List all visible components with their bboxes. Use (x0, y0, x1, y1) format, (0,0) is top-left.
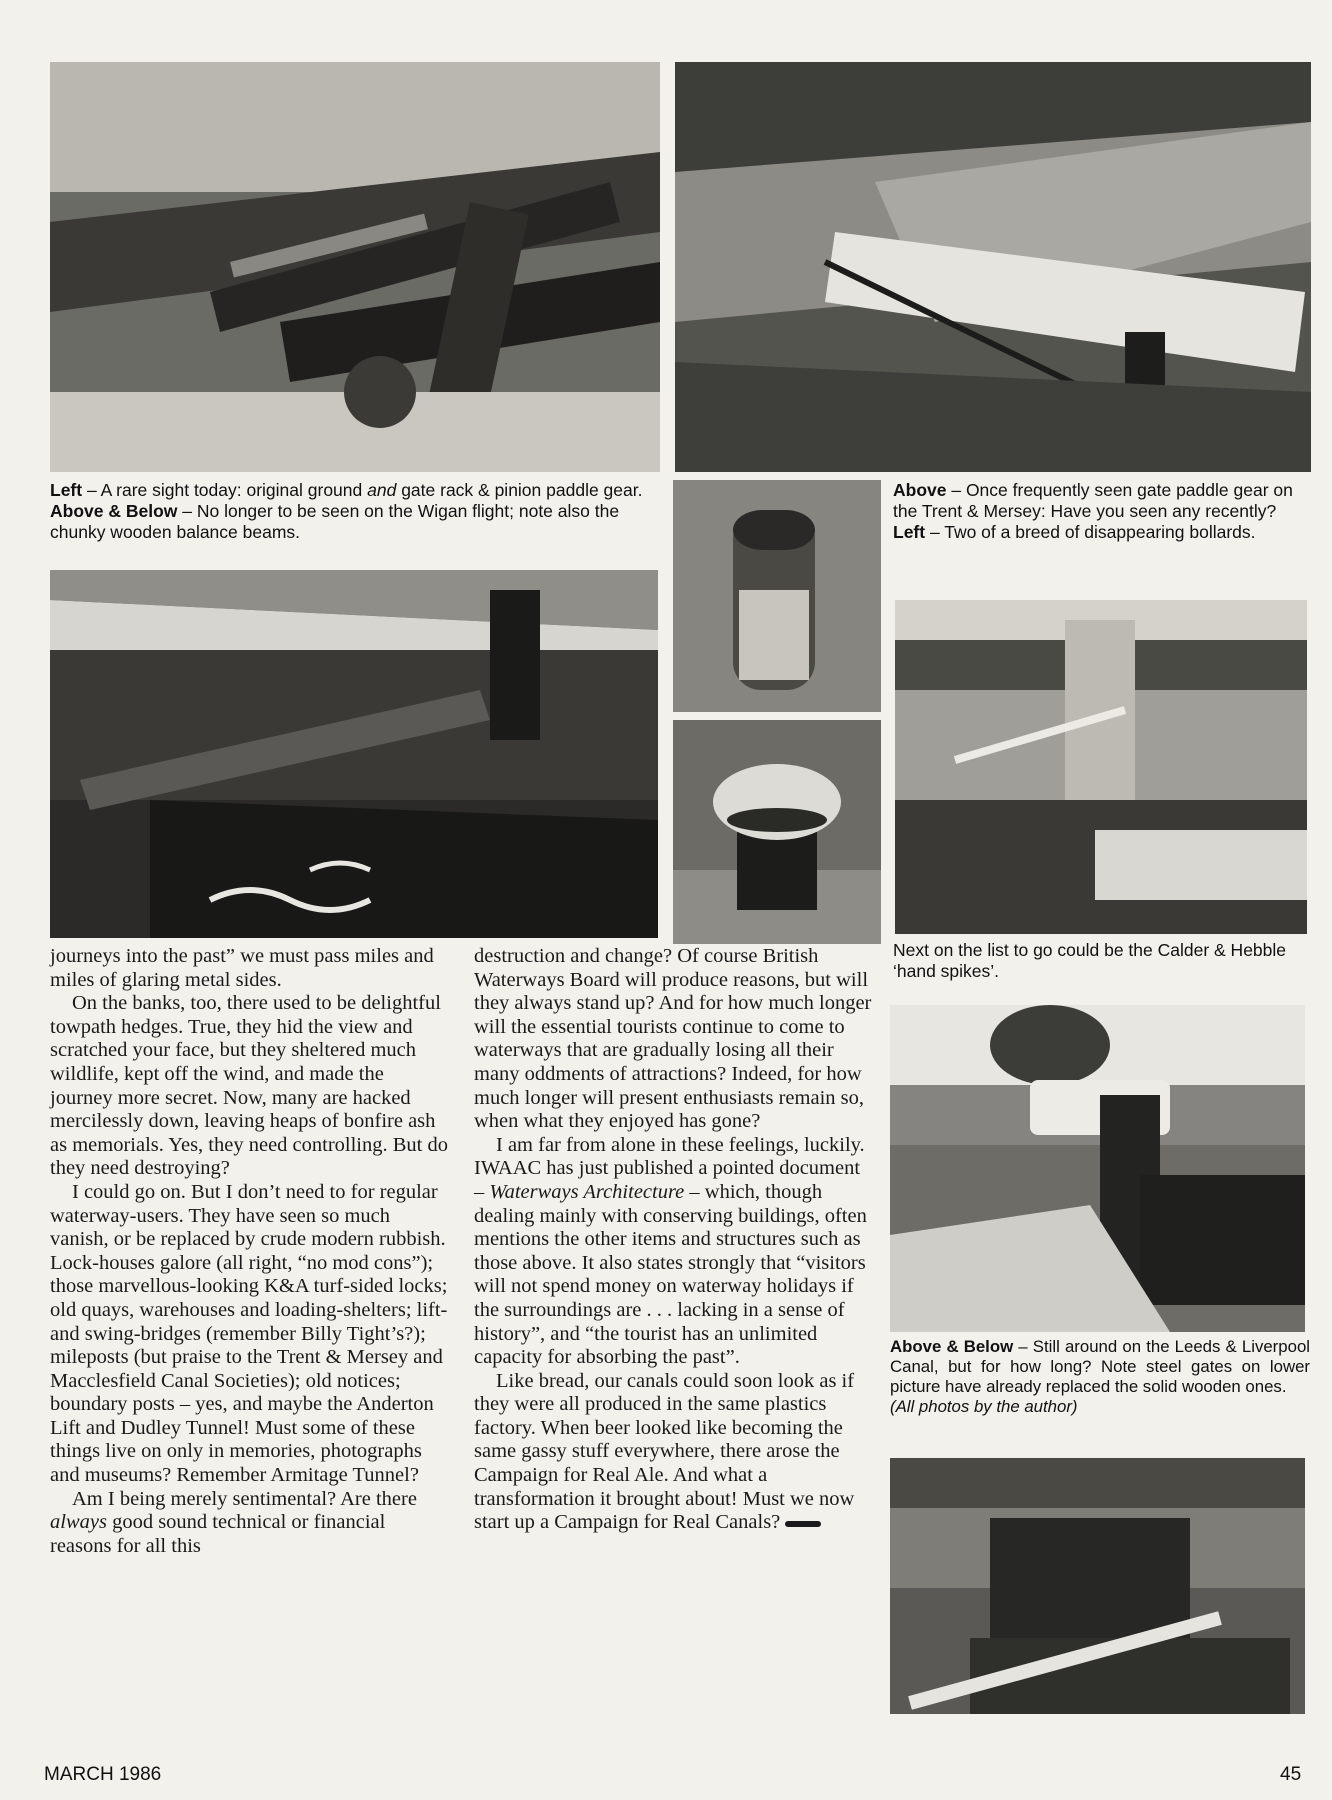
photo-leeds-top-graphic (890, 1005, 1305, 1332)
article-paragraph: Am I being merely sentimental? Are there always good sound technical or financial reasons for all this (50, 1487, 417, 1557)
article-paragraph: I could go on. But I don’t need to for regular waterway-users. They have seen so much vanish, or be replaced by crude modern rubbish. Lock-houses galore (all right, “no mod cons”); those marvellous-looking K&A turf-sided locks; old quays, warehouses and loading-shelters; lift- and swing-bridges (remember Billy Tight’s?); mileposts (but praise to the Trent & Mersey and Macclesfield Canal Societies); old notices; boundary posts – yes, and maybe the Anderton Lift and Dudley Tunnel! Must some of these things live on only in memories, photographs and museums? Remember Armitage Tunnel? (50, 1180, 448, 1487)
caption-lead-left-bollards: Left (893, 522, 926, 542)
photo-hand-spike-graphic (895, 600, 1307, 934)
photo-leeds-liverpool-lock-boat (890, 1005, 1305, 1332)
photo-wooden-bollard (673, 480, 881, 712)
article-paragraph: On the banks, too, there used to be delightful towpath hedges. True, they hid the view and scratched your face, but they sheltered much wildlife, kept off the wind, and made the journey more secret. Now, many are hacked mercilessly down, leaving heaps of bonfire ash as memorials. Yes, they need controlling. But do they need destroying? (50, 992, 448, 1180)
photo-leeds-bottom-graphic (890, 1458, 1305, 1714)
article-column-2 (474, 945, 872, 1535)
photo-iron-bollard-graphic (673, 720, 881, 944)
photo-credit: (All photos by the author) (890, 1397, 1078, 1416)
caption-lead-leeds: Above & Below (890, 1337, 1014, 1356)
issue-date: MARCH 1986 (44, 1764, 162, 1785)
article-paragraph: destruction and change? Of course British Waterways Board will produce reasons, but will they always stand up? And for how much longer will the essential tourists continue to come to waterways that are gradually losing all their many oddments of attractions? Indeed, for how much longer will present enthusiasts remain so, when what they enjoyed has gone? (474, 945, 872, 1133)
caption-leeds-liverpool: Above & Below – Still around on the Leeds & Liverpool Canal, but for how long? Note steel gates on lower picture have already replaced the solid wooden ones. (All photos by the author) (890, 1337, 1311, 1416)
photo-wigan-balance-beam (50, 570, 658, 938)
page-number: 45 (1280, 1764, 1302, 1785)
end-mark-icon (785, 1521, 821, 1527)
article-column-1 (50, 945, 450, 1558)
photo-iron-bollard (673, 720, 881, 944)
caption-left-photos: Left – A rare sight today: original ground and gate rack & pinion paddle gear. Above & Below – No longer to be seen on the Wigan flight; note also the chunky wooden balance beams. (50, 480, 643, 542)
caption-hand-spikes: Next on the list to go could be the Calder & Hebble ‘hand spikes’. (893, 940, 1287, 981)
photo-wigan-graphic (50, 570, 658, 938)
caption-lead-left: Left (50, 480, 83, 500)
article-paragraph: journeys into the past” we must pass miles and miles of glaring metal sides. (50, 945, 434, 991)
photo-calder-hebble-hand-spike (895, 600, 1307, 934)
caption-lead-above: Above (893, 480, 947, 500)
caption-lead-above-below: Above & Below (50, 501, 178, 521)
photo-trent-mersey-paddle-gear (675, 62, 1311, 472)
photo-leeds-liverpool-steel-gates (890, 1458, 1305, 1714)
caption-above-photos: Above – Once frequently seen gate paddle gear on the Trent & Mersey: Have you seen any recently? Left – Two of a breed of disappearing bollards. (893, 480, 1293, 542)
photo-wooden-bollard-graphic (673, 480, 881, 712)
photo-rack-pinion-graphic (50, 62, 660, 472)
photo-trent-mersey-graphic (675, 62, 1311, 472)
photo-rack-pinion-paddle-gear (50, 62, 660, 472)
article-paragraph: I am far from alone in these feelings, luckily. IWAAC has just published a pointed document – Waterways Architecture – which, though dealing mainly with conserving buildings, often mentions the other items and structures such as those above. It also states strongly that “visitors will not spend money on waterway holidays if the surroundings are . . . lacking in a sense of history”, and “the tourist has an unlimited capacity for absorbing the past”. (474, 1133, 867, 1369)
article-paragraph: Like bread, our canals could soon look as if they were all produced in the same plastics factory. When beer looked like becoming the same gassy stuff everywhere, there arose the Campaign for Real Ale. And what a transformation it brought about! Must we now start up a Campaign for Real Canals? (474, 1369, 855, 1534)
